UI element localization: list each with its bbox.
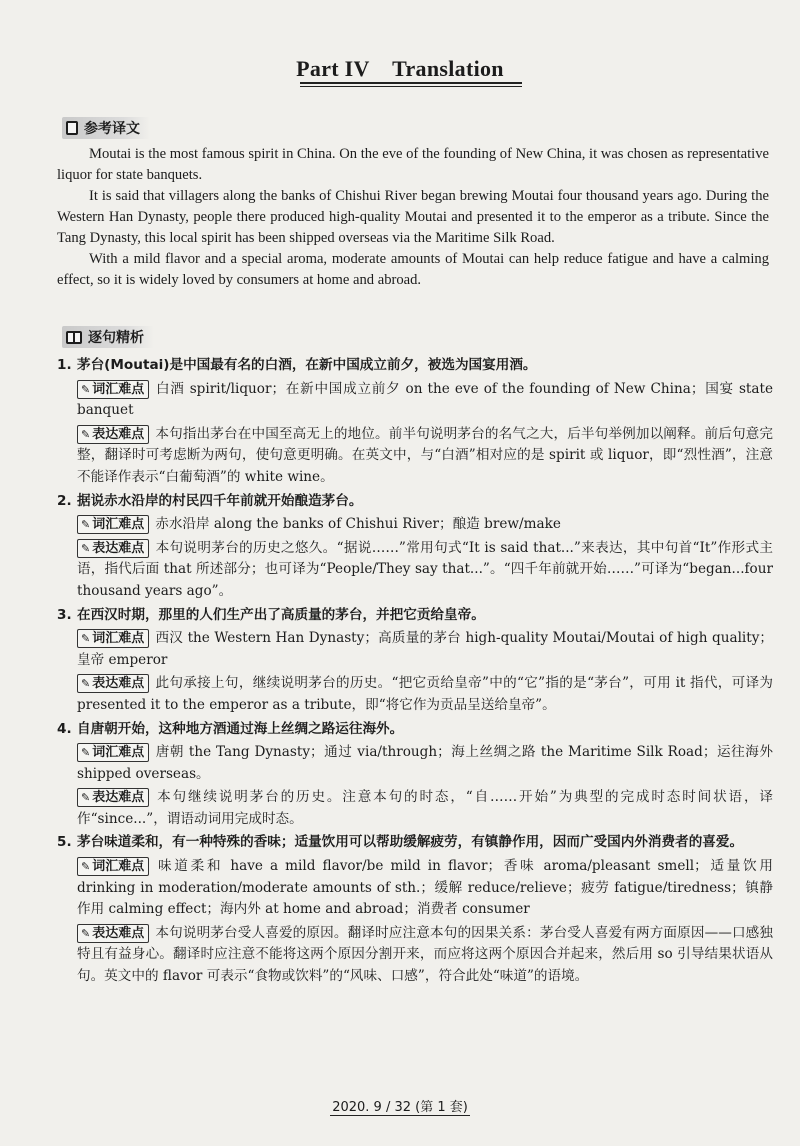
pen-icon: ✎ bbox=[81, 632, 91, 646]
title-rule bbox=[300, 82, 522, 84]
source-sentence: 5. 茅台味道柔和，有一种特殊的香味；适量饮用可以帮助缓解疲劳，有镇静作用，因而广受国内外消费者的喜爱。 bbox=[57, 834, 744, 851]
checkbox-icon bbox=[66, 121, 78, 135]
pen-icon: ✎ bbox=[81, 382, 91, 396]
source-sentence: 2. 据说赤水沿岸的村民四千年前就开始酿造茅台。 bbox=[57, 492, 363, 509]
vocab-tag: ✎ 词汇难点 bbox=[77, 380, 149, 399]
pen-icon: ✎ bbox=[81, 860, 91, 874]
analysis-item-1 bbox=[57, 355, 773, 489]
translation-paragraph-2: It is said that villagers along the banks of Chishui River began brewing Moutai four thousand years ago. During the Western Han Dynasty, people there produced high-quality Moutai and presented it to the emperor as a tribute. Since the Tang Dynasty, this local spirit has been shipped overseas via the Maritime Silk Road. bbox=[57, 188, 769, 246]
pen-icon: ✎ bbox=[81, 677, 91, 691]
vocab-note: ✎ 词汇难点 味道柔和 have a mild flavor/be mild in flavor；香味 aroma/pleasant smell；适量饮用 drinking in moderation/moderate amounts of sth.；缓解 reduce/relieve；疲劳 fatigue/tiredness；镇静作用 calming effect；海内外 at home and abroad；消费者 consumer bbox=[77, 858, 773, 918]
section-sentence-analysis bbox=[62, 326, 154, 348]
book-icon bbox=[66, 331, 82, 344]
pen-icon: ✎ bbox=[81, 541, 91, 555]
page-footer-text: 2020. 9 / 32 (第 1 套) bbox=[332, 1100, 468, 1115]
translation-text bbox=[57, 144, 769, 291]
analysis-item-2 bbox=[57, 491, 773, 603]
pen-icon: ✎ bbox=[81, 427, 91, 441]
analysis-list bbox=[57, 355, 773, 990]
pen-icon: ✎ bbox=[81, 926, 91, 940]
page-title: Part IV Translation bbox=[296, 56, 504, 81]
page-footer bbox=[0, 1096, 800, 1115]
source-sentence: 1. 茅台(Moutai)是中国最有名的白酒，在新中国成立前夕，被选为国宴用酒。 bbox=[57, 357, 537, 373]
expression-tag: ✎ 表达难点 bbox=[77, 425, 149, 444]
section-reference-translation-label: 参考译文 bbox=[84, 121, 140, 137]
vocab-tag: ✎ 词汇难点 bbox=[77, 857, 149, 876]
expression-note: ✎ 表达难点 此句承接上句，继续说明茅台的历史。“把它贡给皇帝”中的“它”指的是“茅台”，可用 it 指代，可译为 presented it to the emperor as a tribute，即“将它作为贡品呈送给皇帝”。 bbox=[77, 675, 773, 713]
vocab-note: ✎ 词汇难点 白酒 spirit/liquor；在新中国成立前夕 on the eve of the founding of New China；国宴 state banquet bbox=[77, 380, 773, 419]
vocab-note: ✎ 词汇难点 西汉 the Western Han Dynasty；高质量的茅台 high-quality Moutai/Moutai of high quality；皇帝 emperor bbox=[77, 630, 773, 668]
vocab-tag: ✎ 词汇难点 bbox=[77, 743, 149, 762]
vocab-tag: ✎ 词汇难点 bbox=[77, 515, 149, 534]
expression-tag: ✎ 表达难点 bbox=[77, 674, 149, 693]
expression-tag: ✎ 表达难点 bbox=[77, 924, 149, 943]
pen-icon: ✎ bbox=[81, 746, 91, 760]
expression-note: ✎ 表达难点 本句说明茅台受人喜爱的原因。翻译时应注意本句的因果关系：茅台受人喜爱有两方面原因——口感独特且有益身心。翻译时应注意不能将这两个原因分割开来，而应将这两个原因合并起来，然后用 so 引导结果状语从句。英文中的 flavor 可表示“食物或饮料”的“风味、口感”，符合此处“味道”的语境。 bbox=[77, 924, 773, 985]
vocab-note: ✎ 词汇难点 赤水沿岸 along the banks of Chishui River；酿造 brew/make bbox=[57, 514, 773, 536]
source-sentence: 3. 在西汉时期，那里的人们生产出了高质量的茅台，并把它贡给皇帝。 bbox=[57, 606, 485, 623]
pen-icon: ✎ bbox=[81, 791, 91, 805]
analysis-item-3 bbox=[57, 605, 773, 717]
title-rule-lower bbox=[300, 86, 522, 87]
analysis-item-4 bbox=[57, 719, 773, 831]
pen-icon: ✎ bbox=[81, 518, 91, 532]
section-reference-translation bbox=[62, 117, 150, 139]
expression-note: ✎ 表达难点 本句指出茅台在中国至高无上的地位。前半句说明茅台的名气之大，后半句举例加以阐释。前后句意完整，翻译时可考虑断为两句，使句意更明确。在英文中，与“白酒”相对应的是 spirit 或 liquor，即“烈性酒”，注意不能译作表示“白葡萄酒”的 white wine。 bbox=[77, 425, 773, 485]
translation-paragraph-1: Moutai is the most famous spirit in China. On the eve of the founding of New China, it was chosen as representative liquor for state banquets. bbox=[57, 146, 769, 183]
expression-tag: ✎ 表达难点 bbox=[77, 539, 149, 558]
analysis-item-5 bbox=[57, 832, 773, 987]
expression-note: ✎ 表达难点 本句继续说明茅台的历史。注意本句的时态，“自……开始”为典型的完成时态时间状语，译作“since...”，谓语动词用完成时态。 bbox=[77, 789, 773, 827]
vocab-tag: ✎ 词汇难点 bbox=[77, 629, 149, 648]
vocab-note: ✎ 词汇难点 唐朝 the Tang Dynasty；通过 via/through；海上丝绸之路 the Maritime Silk Road；运往海外 shipped overseas。 bbox=[77, 744, 773, 782]
translation-paragraph-3: With a mild flavor and a special aroma, moderate amounts of Moutai can help reduce fatigue and have a calming effect, so it is widely loved by consumers at home and abroad. bbox=[57, 251, 769, 288]
source-sentence: 4. 自唐朝开始，这种地方酒通过海上丝绸之路运往海外。 bbox=[57, 720, 404, 737]
expression-note: ✎ 表达难点 本句说明茅台的历史之悠久。“据说……”常用句式“It is said that...”来表达，其中句首“It”作形式主语，指代后面 that 所述部分；也可译为“People/They say that...”。“四千年前就开始……”可译为“began...four thousand years ago”。 bbox=[77, 539, 773, 599]
expression-tag: ✎ 表达难点 bbox=[77, 788, 149, 807]
section-sentence-analysis-label: 逐句精析 bbox=[88, 330, 144, 346]
